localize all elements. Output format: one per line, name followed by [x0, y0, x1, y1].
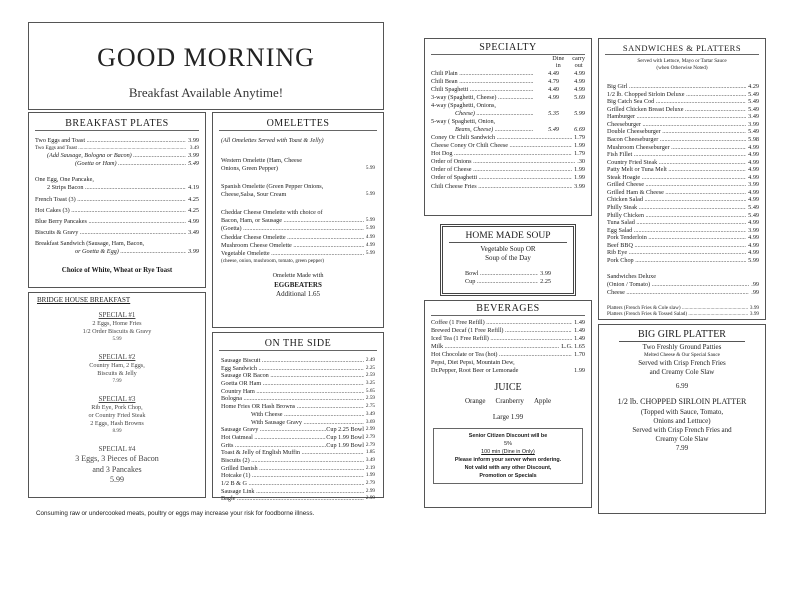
menu-item: Beans, Cheese) ..... 5.49 6.69: [431, 126, 585, 134]
menu-item: Sausage Link ..... 2.99: [221, 488, 375, 496]
menu-item: Iced Tea (1 Free Refill) ..... 1.49: [431, 335, 585, 343]
sandwich-note: Served with Lettuce, Mayo or Tartar Sauce (when Otherwise Noted): [637, 58, 727, 71]
menu-item: Blue Berry Pancakes ..... 4.99: [35, 218, 199, 226]
menu-item: Coffee (1 Free Refill) ..... 1.49: [431, 319, 585, 327]
special-title: SPECIAL #2: [98, 353, 136, 362]
section-title: BEVERAGES: [431, 302, 585, 316]
menu-item: Milk ..... L.G. 1.65: [431, 343, 585, 351]
menu-item: Sausage Gravy ..... Cup 2.25 Bowl 2.99: [221, 426, 375, 434]
menu-item: Hot Dog ..... 1.79: [431, 150, 585, 158]
platter-title: 1/2 lb. CHOPPED SIRLOIN PLATTER: [617, 397, 747, 407]
menu-item: Grilled Cheese ..... 3.99: [607, 181, 759, 189]
menu-item: Hotcake (1) ..... 1.99: [221, 472, 375, 480]
menu-item: 1/2 B & G ..... 2.79: [221, 480, 375, 488]
menu-item: Biscuits (2) ..... 3.49: [221, 457, 375, 465]
specialty-section: [424, 38, 592, 216]
menu-item: Patty Melt or Tuna Melt ..... 4.99: [607, 166, 759, 174]
menu-item: Two Eggs and Toast ..... 3.99: [35, 137, 199, 145]
page-subtitle: Breakfast Available Anytime!: [128, 84, 284, 100]
menu-item: Beef BBQ ..... 4.99: [607, 242, 759, 250]
menu-item: Order of Spaghetti ..... 1.99: [431, 174, 585, 182]
menu-item: Big Girl ..... 4.29: [607, 83, 759, 91]
juice-price: Large 1.99: [492, 412, 524, 421]
menu-item: Sausage Biscuit ..... 2.49: [221, 357, 375, 365]
menu-item: 1/2 lb. Chopped Sirloin Deluxe ..... 5.49: [607, 91, 759, 99]
beverages-section: [424, 300, 592, 508]
menu-item: Mushroom Cheeseburger ..... 4.99: [607, 144, 759, 152]
menu-item: Bowl ..... 3.99: [465, 270, 551, 278]
eggbeaters-note: Omelette Made with: [272, 272, 324, 280]
menu-item: Chicken Salad ..... 4.99: [607, 196, 759, 204]
special-price: 7.99: [112, 378, 122, 385]
menu-item: Grilled Danish ..... 2.19: [221, 465, 375, 473]
menu-item: Cheddar Cheese Omelette with choice of: [221, 209, 323, 217]
platter-price: 7.99: [675, 443, 689, 452]
menu-item: Hot Oatmeal ..... Cup 1.99 Bowl 2.79: [221, 434, 375, 442]
special-title: SPECIAL #3: [98, 395, 136, 404]
menu-item: (Goetta or Ham) ..... 5.49: [35, 160, 199, 168]
menu-item: Platters (French Fries & Cole slaw) ..... 3.99: [607, 305, 759, 312]
special-line: Country Ham, 2 Eggs,: [89, 362, 145, 370]
page-title: GOOD MORNING: [97, 43, 315, 72]
special-title: SPECIAL #4: [98, 445, 136, 454]
menu-item: Cup ..... 2.25: [465, 278, 551, 286]
menu-item: Hot Cakes (3) ..... 4.25: [35, 207, 199, 215]
section-title: OMELETTES: [219, 117, 377, 131]
menu-item: Chili Plain ..... 4.49 4.99: [431, 70, 585, 78]
eggbeaters-note: EGGBEATERS: [274, 280, 322, 289]
menu-item: Country Ham ..... 5.65: [221, 388, 375, 396]
menu-item: Grilled Chicken Breast Deluxe ..... 5.49: [607, 106, 759, 114]
menu-item: Toast & Jelly of English Muffin ..... 1.85: [221, 449, 375, 457]
menu-item: Spanish Omelette (Green Pepper Onions,: [221, 183, 324, 191]
special-line: or Country Fried Steak: [88, 412, 146, 420]
toast-choice: Choice of White, Wheat or Rye Toast: [61, 266, 173, 275]
menu-item: Grilled Ham & Cheese ..... 4.99: [607, 189, 759, 197]
menu-item: 3-way (Spaghetti, Cheese) ..... 4.99 5.69: [431, 94, 585, 102]
special-price: 8.99: [112, 428, 122, 435]
platter-line: Onions and Lettuce): [653, 416, 711, 425]
platter-line: and Creamy Cole Slaw: [649, 367, 715, 376]
menu-item: Home Fries OR Hash Browns ..... 2.75: [221, 403, 375, 411]
section-title: BRIDGE HOUSE BREAKFAST: [37, 296, 131, 304]
menu-item: (Goetta) ..... 5.99: [221, 225, 375, 233]
menu-item: (Onion / Tomato) ..... .99: [607, 281, 759, 289]
menu-item: Bologna ..... 2.59: [221, 395, 375, 403]
section-title: SANDWICHES & PLATTERS: [605, 43, 759, 55]
menu-item: Country Fried Steak ..... 4.99: [607, 159, 759, 167]
on-the-side-section: [212, 332, 384, 503]
menu-item: Dr.Pepper, Root Beer or Lemonade 1.99: [431, 367, 585, 375]
menu-item: Egg Salad ..... 3.99: [607, 227, 759, 235]
menu-item: Hot Chocolate or Tea (hot) ..... 1.70: [431, 351, 585, 359]
menu-item: Bagle ..... 2.99: [221, 495, 375, 503]
menu-item: Biscuits & Gravy ..... 3.49: [35, 229, 199, 237]
menu-item: Big Catch Sea Cod ..... 5.49: [607, 98, 759, 106]
platter-line: Melted Cheese & Our Special Sauce: [644, 352, 720, 359]
menu-item: Brewed Decaf (1 Free Refill) ..... 1.49: [431, 327, 585, 335]
juice-flavors: Orange Cranberry Apple: [464, 397, 552, 406]
menu-item: Pork Tenderloin ..... 4.99: [607, 234, 759, 242]
platter-line: Served with Crisp French Fries: [638, 358, 726, 367]
sandwiches-section: [598, 38, 766, 320]
veg-note: (cheese, onion, mushroom, tomato, green pepper): [221, 257, 324, 264]
special-line: Biscuits & Jelly: [97, 370, 137, 378]
menu-item: Onions, Green Pepper) 5.99: [221, 165, 375, 173]
menu-item: Hamburger ..... 3.49: [607, 113, 759, 121]
menu-item: Cheese Coney Or Chili Cheese ..... 1.99: [431, 142, 585, 150]
menu-item: 2 Strips Bacon ..... 4.19: [35, 184, 199, 192]
menu-item: 4-way (Spaghetti, Onions,: [431, 101, 496, 109]
big-girl-platter-section: [598, 324, 766, 514]
bridge-house-section: [28, 292, 206, 498]
menu-item: or Goetta & Egg) ..... 3.99: [35, 248, 199, 256]
menu-item: Tuna Salad ..... 4.99: [607, 219, 759, 227]
menu-item: Chili Cheese Fries ..... 3.99: [431, 183, 585, 191]
menu-item: Bacon Cheeseburger ..... 5.98: [607, 136, 759, 144]
menu-item: Chili Bean ..... 4.79 4.99: [431, 78, 585, 86]
special-line: 1/2 Order Biscuits & Gravy: [82, 328, 152, 336]
special-title: SPECIAL #1: [98, 311, 136, 320]
section-title: SPECIALTY: [431, 41, 585, 55]
good-morning-banner: [28, 22, 384, 110]
menu-item: Chili Spaghetti ..... 4.49 4.99: [431, 86, 585, 94]
section-title: BIG GIRL PLATTER: [619, 328, 745, 342]
senior-discount-box: Senior Citizen Discount will be 5% 100 min (Dine in Only) Please inform your server when ordering. Not valid with any other Discount, Promotion or Specials: [433, 428, 583, 485]
menu-item: Cheeseburger ..... 3.99: [607, 121, 759, 129]
menu-item: (Add Sausage, Bologna or Bacon) ..... 3.99: [35, 152, 199, 160]
omelette-note: (All Omelettes Served with Toast & Jelly): [221, 137, 324, 144]
special-line: 2 Eggs, Home Fries: [92, 320, 142, 328]
menu-item: Cheese) ..... 5.35 5.99: [431, 110, 585, 118]
menu-item: French Toast (3) ..... 4.25: [35, 196, 199, 204]
menu-item: Sausage OR Bacon ..... 2.59: [221, 372, 375, 380]
menu-item: Philly Steak ..... 5.49: [607, 204, 759, 212]
menu-item: Double Cheeseburger ..... 5.49: [607, 128, 759, 136]
menu-item: Sandwiches Deluxe: [607, 272, 656, 280]
menu-item: With Sausage Gravy ..... 3.69: [221, 419, 375, 427]
menu-item: 5-way ( Spaghetti, Onion,: [431, 118, 496, 125]
menu-item: Cheese,Salsa, Sour Cream 5.99: [221, 191, 375, 199]
section-title: HOME MADE SOUP: [449, 230, 567, 243]
menu-item: Cheese ..... .99: [607, 289, 759, 297]
menu-item: Cheddar Cheese Omelette ..... 4.99: [221, 234, 375, 242]
sandwich-list: [599, 71, 765, 265]
special-line: 2 Eggs, Hash Browns: [90, 420, 144, 428]
menu-item: Philly Chicken ..... 5.49: [607, 212, 759, 220]
menu-item: Order of Cheese ..... 1.99: [431, 166, 585, 174]
menu-item: Steak Hoagie ..... 4.99: [607, 174, 759, 182]
platter-line: (Topped with Sauce, Tomato,: [640, 407, 724, 416]
special-line: Rib Eye, Pork Chop,: [91, 404, 143, 412]
section-title: BREAKFAST PLATES: [35, 117, 199, 131]
special-line: and 3 Pancakes: [92, 464, 142, 474]
special-price: 5.99: [112, 336, 122, 343]
menu-item: Grits ..... Cup 1.99 Bowl 2.79: [221, 442, 375, 450]
menu-item: Pork Chop ..... 5.99: [607, 257, 759, 265]
column-headers: Dine in carry out: [552, 55, 585, 69]
menu-item: Coney Or Chili Sandwich ..... 1.79: [431, 134, 585, 142]
menu-item: Egg Sandwich ..... 2.25: [221, 365, 375, 373]
menu-item: Bacon, Ham, or Sausage ..... 5.99: [221, 217, 375, 225]
soup-line: Soup of the Day: [485, 254, 531, 263]
menu-item: Vegetable Omelette ..... 5.99: [221, 250, 375, 258]
eggbeaters-note: Additional 1.65: [276, 289, 320, 298]
menu-item: Pepsi, Diet Pepsi, Mountain Dew,: [431, 359, 515, 367]
platter-price: 6.99: [675, 382, 689, 391]
soup-section: [440, 224, 576, 296]
section-title: ON THE SIDE: [219, 337, 377, 351]
platter-line: Creamy Cole Slaw: [655, 434, 709, 443]
menu-item: Fish Fillet ..... 4.99: [607, 151, 759, 159]
menu-item: One Egg, One Pancake,: [35, 175, 94, 183]
juice-title: JUICE: [494, 382, 522, 394]
platter-line: Two Freshly Ground Patties: [642, 343, 722, 351]
menu-item: Rib Eye ..... 4.99: [607, 249, 759, 257]
soup-line: Vegetable Soup OR: [480, 245, 536, 254]
menu-item: Breakfast Sandwich (Sausage, Ham, Bacon,: [35, 240, 145, 248]
menu-item: With Cheese ..... 3.49: [221, 411, 375, 419]
menu-item: Western Omelette (Ham, Cheese: [221, 157, 302, 165]
menu-item: Two Eggs and Toast ..... 3.49: [35, 145, 199, 152]
special-line: 3 Eggs, 3 Pieces of Bacon: [75, 454, 159, 464]
breakfast-plates-section: [28, 112, 206, 288]
menu-item: Order of Onions ..... .30: [431, 158, 585, 166]
special-price: 5.99: [110, 474, 124, 484]
menu-item: Mushroom Cheese Omelette ..... 4.99: [221, 242, 375, 250]
health-warning: Consuming raw or undercooked meats, poultry or eggs may increase your risk for foodborne illness.: [36, 510, 315, 517]
menu-item: Platters (French Fries & Tossed Salad) ..... 3.99: [607, 311, 759, 318]
omelettes-section: [212, 112, 384, 328]
platter-line: Served with Crisp French Fries and: [632, 425, 732, 434]
menu-item: Goetta OR Ham ..... 3.25: [221, 380, 375, 388]
